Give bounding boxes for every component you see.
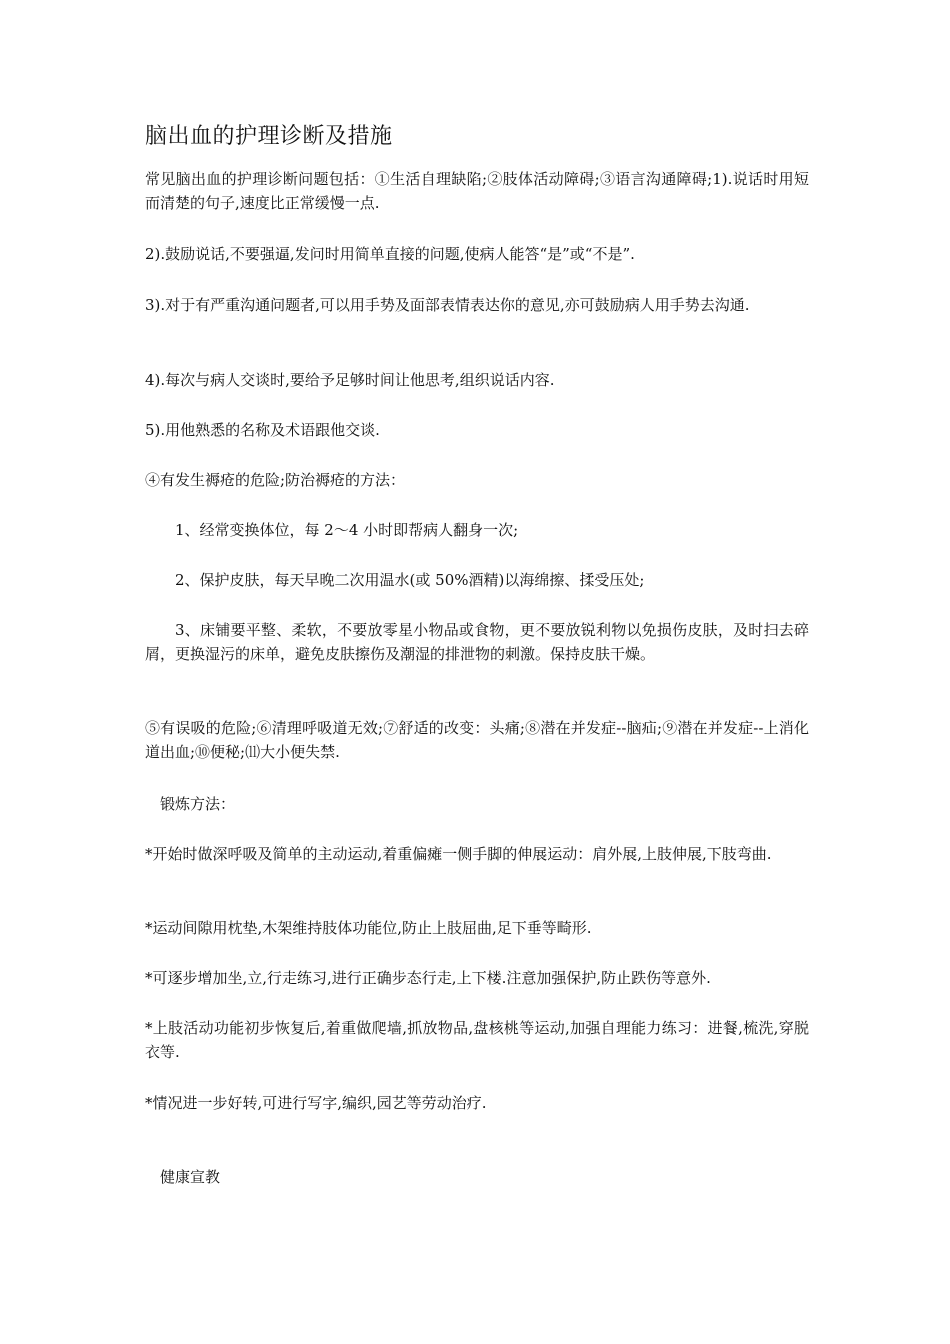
paragraph-item-5: 5).用他熟悉的名称及术语跟他交谈.	[145, 421, 380, 439]
paragraph-exercise-4: *上肢活动功能初步恢复后,着重做爬墙,抓放物品,盘核桃等运动,加强自理能力练习：进餐,梳洗,穿脱衣等.	[145, 1019, 809, 1061]
paragraph-exercise-2: *运动间隙用枕垫,木架维持肢体功能位,防止上肢屈曲,足下垂等畸形.	[145, 919, 592, 937]
paragraph-bedsore-step-2: 2、保护皮肤，每天早晚二次用温水(或 50%酒精)以海绵擦、揉受压处;	[175, 571, 645, 589]
paragraph-exercise-1: *开始时做深呼吸及简单的主动运动,着重偏瘫一侧手脚的伸展运动：肩外展,上肢伸展,下肢弯曲.	[145, 845, 772, 863]
paragraph-bedsore-step-1: 1、经常变换体位，每 2～4 小时即帮病人翻身一次;	[175, 521, 519, 539]
paragraph-item-3: 3).对于有严重沟通问题者,可以用手势及面部表情表达你的意见,亦可鼓励病人用手势去沟通.	[145, 296, 750, 314]
heading-exercise: 锻炼方法：	[160, 795, 236, 813]
paragraph-bedsore-step-3: 3、床铺要平整、柔软，不要放零星小物品或食物，更不要放锐利物以免损伤皮肤，及时扫去碎屑，更换湿污的床单，避免皮肤擦伤及潮湿的排泄物的刺激。保持皮肤干燥。	[145, 621, 809, 663]
document-title: 脑出血的护理诊断及措施	[145, 124, 393, 149]
paragraph-item-2: 2).鼓励说话,不要强逼,发问时用简单直接的问题,使病人能答“是”或“不是”.	[145, 245, 635, 263]
paragraph-intro: 常见脑出血的护理诊断问题包括：①生活自理缺陷;②肢体活动障碍;③语言沟通障碍;1).说话时用短而清楚的句子,速度比正常缓慢一点.	[145, 170, 809, 212]
paragraph-bedsore-risk: ④有发生褥疮的危险;防治褥疮的方法：	[145, 471, 406, 489]
heading-health-education: 健康宣教	[160, 1168, 221, 1186]
paragraph-item-4: 4).每次与病人交谈时,要给予足够时间让他思考,组织说话内容.	[145, 371, 555, 389]
paragraph-exercise-3: *可逐步增加坐,立,行走练习,进行正确步态行走,上下楼.注意加强保护,防止跌伤等意外.	[145, 969, 711, 987]
paragraph-exercise-5: *情况进一步好转,可进行写字,编织,园艺等劳动治疗.	[145, 1094, 487, 1112]
paragraph-other-diagnoses: ⑤有误吸的危险;⑥清理呼吸道无效;⑦舒适的改变：头痛;⑧潜在并发症--脑疝;⑨潜在并发症--上消化道出血;⑩便秘;⑾大小便失禁.	[145, 719, 809, 761]
